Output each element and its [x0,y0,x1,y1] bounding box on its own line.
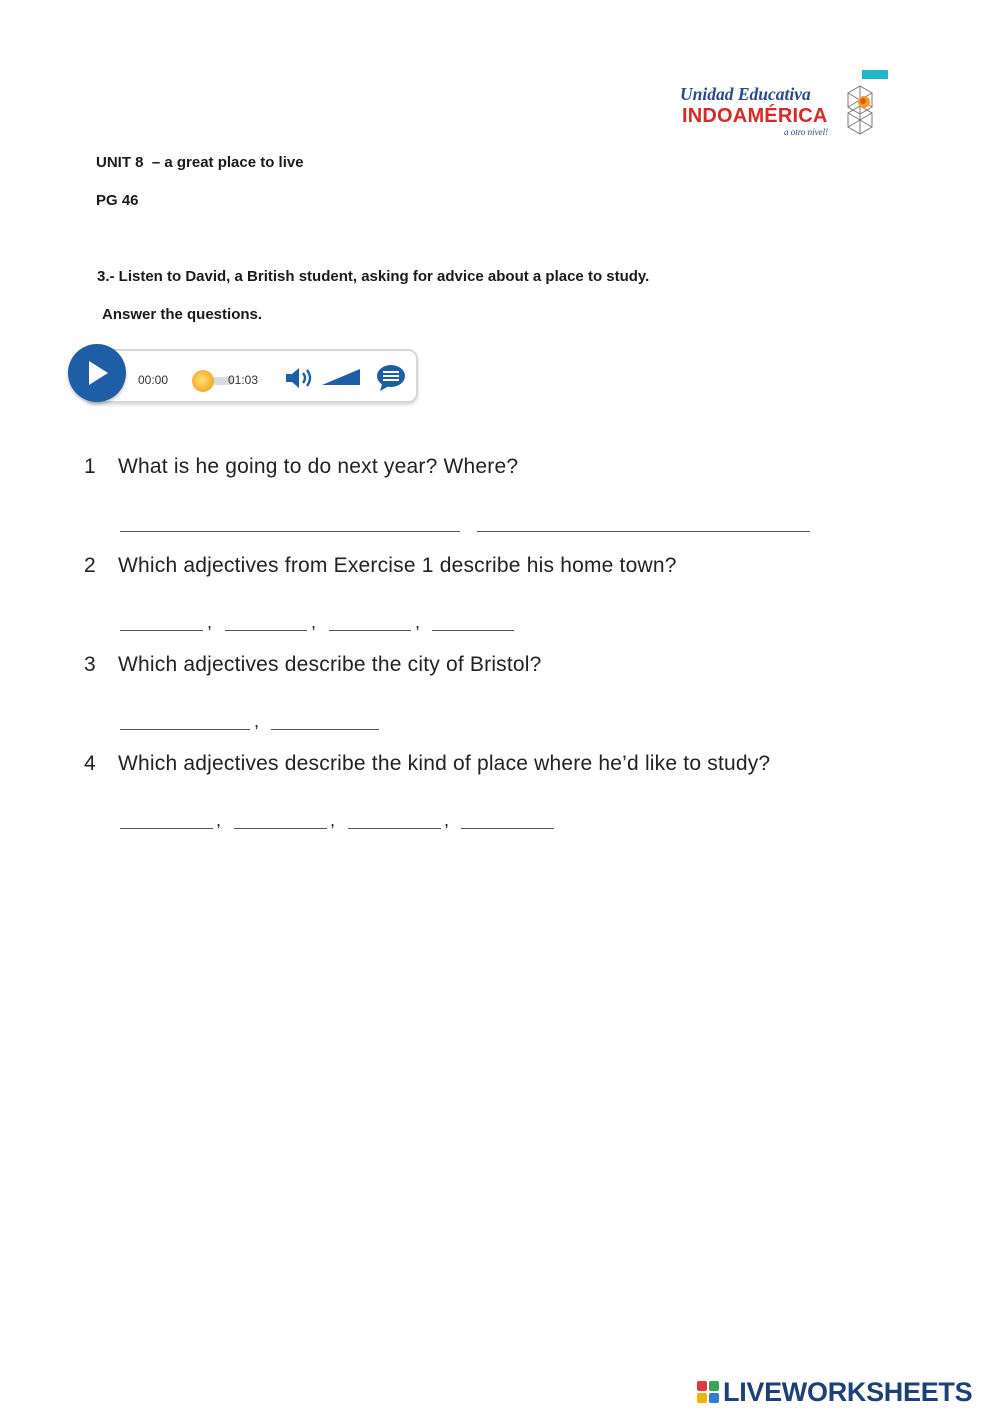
answer-blank[interactable] [271,729,379,730]
question-text: Which adjectives describe the city of Bristol? [118,653,542,676]
comma: , [254,711,260,731]
school-logo [676,70,890,140]
answer-blank[interactable] [225,630,307,631]
audio-player-bar [84,349,418,403]
answer-blank[interactable] [348,828,441,829]
answer-blank[interactable] [329,630,411,631]
question-number: 4 [84,752,96,775]
task-instruction: Answer the questions. [102,306,263,323]
comma: , [207,612,213,632]
page-number: PG 46 [96,192,139,209]
exercise-instruction: 3.- Listen to David, a British student, asking for advice about a place to study. [97,268,650,285]
duration: 01:03 [228,373,259,387]
question-number: 3 [84,653,96,676]
answer-blank[interactable] [120,729,250,730]
answer-blank[interactable] [461,828,554,829]
liveworksheets-brand [697,1377,997,1409]
play-button[interactable] [68,344,126,402]
progress-knob[interactable] [192,370,214,392]
comma: , [311,612,317,632]
question-number: 1 [84,455,96,478]
question-text: Which adjectives from Exercise 1 describe his home town? [118,554,677,577]
audio-player [70,347,416,403]
transcript-icon[interactable] [376,364,406,392]
logo-accent-bar [862,70,888,79]
answer-blank[interactable] [432,630,514,631]
answer-blank[interactable] [120,828,213,829]
brand-name: LIVEWORKSHEETS [723,1377,973,1407]
question-text: What is he going to do next year? Where? [118,455,519,478]
answer-blank[interactable] [477,531,810,532]
unit-title: UNIT 8 – a great place to live [96,154,304,171]
answer-blank[interactable] [120,531,460,532]
brand-logo-icon [697,1381,719,1403]
logo-emblem-icon [844,84,876,136]
current-time: 00:00 [138,373,169,387]
answer-blank[interactable] [120,630,203,631]
volume-icon[interactable] [284,366,316,390]
question-number: 2 [84,554,96,577]
logo-line1: Unidad Educativa [680,84,811,104]
volume-level-icon[interactable] [322,368,362,386]
comma: , [330,810,336,830]
comma: , [216,810,222,830]
question-text: Which adjectives describe the kind of place where he’d like to study? [118,752,771,775]
comma: , [444,810,450,830]
logo-line2: INDOAMÉRICA [682,105,828,127]
answer-blank[interactable] [234,828,327,829]
play-icon [68,344,126,402]
logo-tagline: a otro nivel! [784,127,829,137]
comma: , [415,612,421,632]
